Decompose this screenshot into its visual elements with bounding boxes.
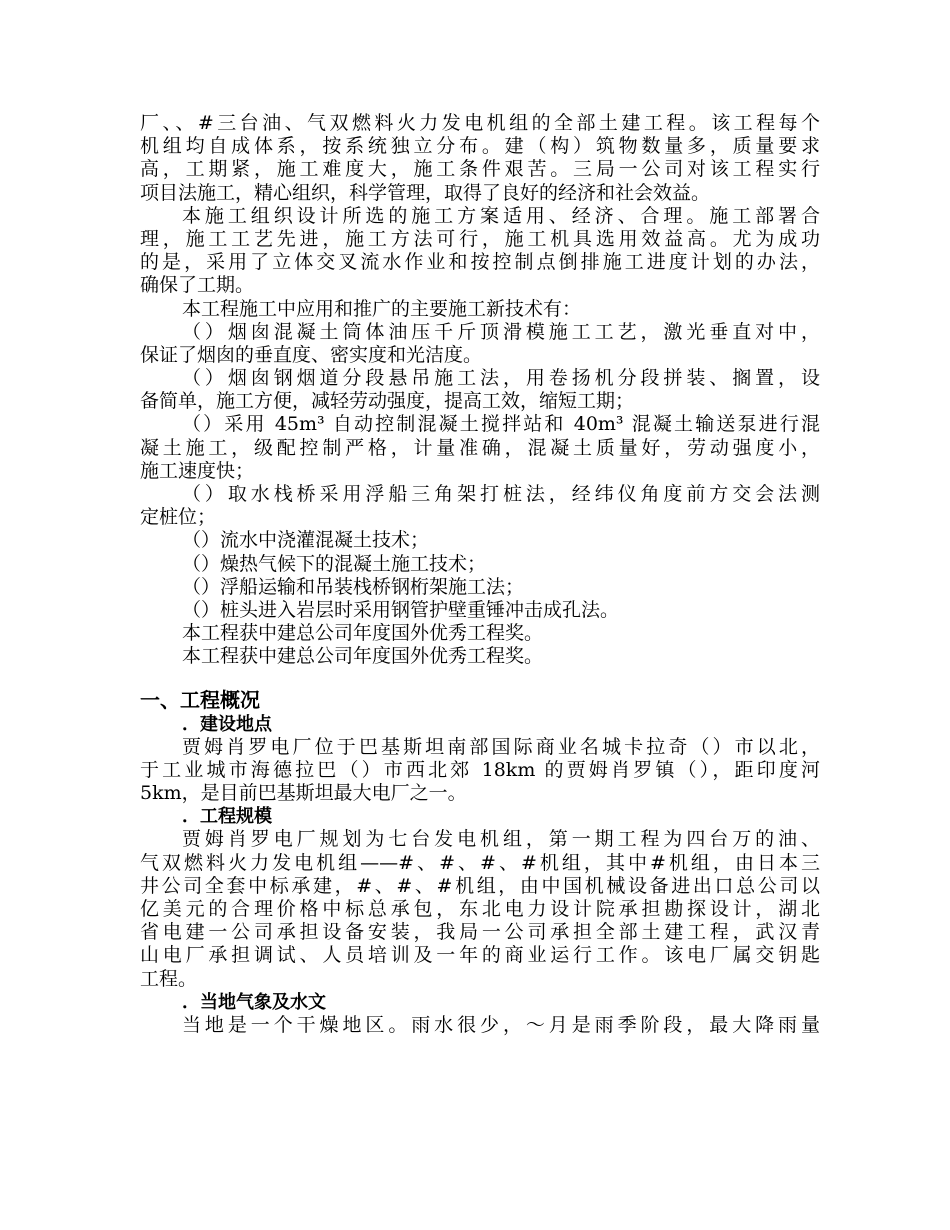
text-line: 项目法施工，精心组织，科学管理，取得了良好的经济和社会效益。: [140, 181, 711, 204]
intro-paragraph-2: [140, 205, 820, 298]
subsection-heading-climate: ．当地气象及水文: [182, 991, 326, 1013]
text-line: 定桩位；: [140, 506, 217, 529]
tech-item-3: [140, 413, 820, 483]
text-line: （）取水栈桥采用浮船三角架打桩法，经纬仪角度前方交会法测: [182, 483, 820, 505]
text-line: 5km，是目前巴基斯坦最大电厂之一。: [140, 782, 467, 805]
text-line: 的是，采用了立体交叉流水作业和按控制点倒排施工进度计划的办法，: [140, 251, 820, 274]
text-line: 高，工期紧，施工难度大，施工条件艰苦。三局一公司对该工程实行: [140, 158, 820, 181]
text-line: 确保了工期。: [140, 274, 255, 297]
tech-item-6: （）燥热气候下的混凝土施工技术；: [182, 552, 487, 575]
spacer: [140, 669, 820, 687]
text-line: （）烟囱混凝土筒体油压千斤顶滑模施工工艺，激光垂直对中，: [182, 320, 820, 343]
text-line: 山电厂承担调试、人员培训及一年的商业运行工作。该电厂属交钥匙: [140, 944, 820, 967]
award-line-2: 本工程获中建总公司年度国外优秀工程奖。: [182, 645, 544, 668]
climate-paragraph: [140, 1014, 820, 1037]
text-line: 备简单，施工方便，减轻劳动强度，提高工效，缩短工期；: [140, 390, 635, 413]
text-line: （）烟囱钢烟道分段悬吊施工法，用卷扬机分段拼装、搁置，设: [182, 367, 820, 390]
award-line-1: 本工程获中建总公司年度国外优秀工程奖。: [182, 622, 544, 645]
tech-item-8: （）桩头进入岩层时采用钢管护壁重锤冲击成孔法。: [182, 598, 620, 621]
text-line: 工程。: [140, 967, 198, 990]
tech-item-1: [140, 321, 820, 367]
text-line: 本施工组织设计所选的施工方案适用、经济、合理。施工部署合: [182, 204, 820, 227]
text-line: 理，施工工艺先进，施工方法可行，施工机具选用效益高。尤为成功: [140, 227, 820, 250]
text-line: 贾姆肖罗电厂位于巴基斯坦南部国际商业名城卡拉奇（）市以北，: [182, 735, 820, 758]
text-line: 施工速度快；: [140, 459, 255, 482]
text-line: 当地是一个干燥地区。雨水很少，～月是雨季阶段，最大降雨量: [182, 1013, 820, 1036]
text-line: （）采用 45m³ 自动控制混凝土搅拌站和 40m³ 混凝土输送泵进行混: [182, 413, 820, 436]
subsection-heading-scale: ．工程规模: [182, 806, 272, 828]
subsection-heading-location: ．建设地点: [182, 713, 272, 735]
tech-item-5: （）流水中浇灌混凝土技术；: [182, 529, 430, 552]
text-line: 凝土施工，级配控制严格，计量准确，混凝土质量好，劳动强度小，: [140, 436, 820, 459]
text-line: 亿美元的合理价格中标总承包，东北电力设计院承担勘探设计，湖北: [140, 898, 820, 920]
text-line: 机组均自成体系，按系统独立分布。建（构）筑物数量多，质量要求: [140, 135, 820, 158]
intro-paragraph-1: [140, 112, 820, 205]
document-page: [140, 112, 820, 1037]
text-line: 贾姆肖罗电厂规划为七台发电机组，第一期工程为四台万的油、: [182, 828, 820, 851]
scale-paragraph: [140, 828, 820, 990]
section-heading: 一、工程概况: [140, 687, 260, 712]
tech-item-7: （）浮船运输和吊装栈桥钢桁架施工法；: [182, 575, 525, 598]
text-line: 厂、、#三台油、气双燃料火力发电机组的全部土建工程。该工程每个: [140, 112, 820, 134]
tech-item-4: [140, 483, 820, 529]
text-line: 气双燃料火力发电机组——#、#、#、#机组，其中#机组，由日本三: [140, 851, 820, 874]
text-line: 井公司全套中标承建，#、#、#机组，由中国机械设备进出口总公司以: [140, 874, 820, 897]
location-paragraph: [140, 736, 820, 806]
text-line: 于工业城市海德拉巴（）市西北郊 18km 的贾姆肖罗镇（），距印度河: [140, 758, 820, 781]
intro-paragraph-3: 本工程施工中应用和推广的主要施工新技术有：: [182, 297, 582, 320]
text-line: 省电建一公司承担设备安装，我局一公司承担全部土建工程，武汉青: [140, 921, 820, 944]
tech-item-2: [140, 367, 820, 413]
text-line: 保证了烟囱的垂直度、密实度和光洁度。: [140, 343, 483, 366]
